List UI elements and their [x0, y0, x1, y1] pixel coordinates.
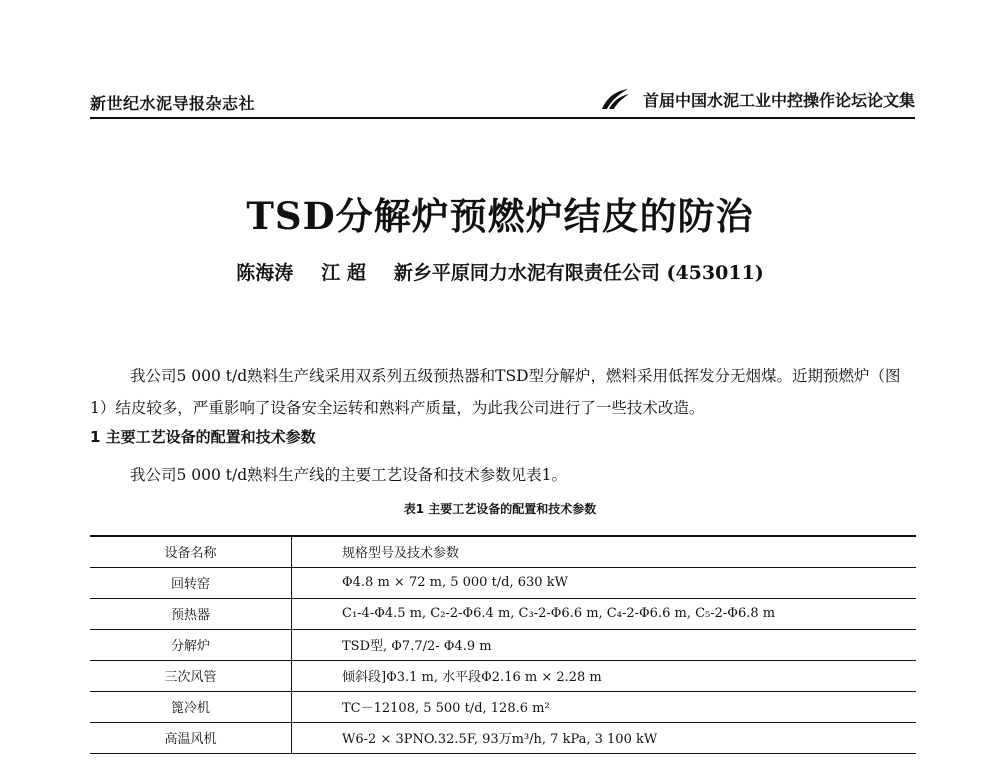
equipment-name-cell: 高温风机	[90, 722, 292, 753]
author-name: 陈海涛	[236, 262, 294, 284]
article-title: TSD分解炉预燃炉结皮的防治	[246, 194, 754, 238]
equipment-name-cell: 分解炉	[90, 629, 292, 660]
section-heading: 1 主要工艺设备的配置和技术参数	[90, 428, 316, 446]
equipment-name-cell: 回转窑	[90, 567, 292, 598]
table-row	[90, 598, 916, 629]
equipment-name-cell: 预热器	[90, 598, 292, 629]
table-row	[90, 722, 916, 753]
table-header-row	[90, 536, 916, 567]
table-caption: 表1 主要工艺设备的配置和技术参数	[403, 502, 597, 516]
equipment-spec-cell: TC－12108, 5 500 t/d, 128.6 m²	[342, 701, 550, 716]
table-row	[90, 660, 916, 691]
publisher-name: 新世纪水泥导报杂志社	[90, 94, 256, 113]
proceedings-title: 首届中国水泥工业中控操作论坛论文集	[642, 90, 915, 110]
intro-paragraph: 我公司5 000 t/d熟料生产线采用双系列五级预热器和TSD型分解炉，燃料采用低挥发分无烟煤。近期预燃炉（图1）结皮较多，严重影响了设备安全运转和熟料产质量，为此我公司进行了一些技术改造。	[90, 367, 901, 417]
equipment-spec-cell: W6-2 × 3PNO.32.5F, 93万m³/h, 7 kPa, 3 100 kW	[342, 732, 658, 747]
table-row	[90, 567, 916, 598]
page-header	[90, 91, 915, 119]
equipment-name-cell: 篦冷机	[90, 691, 292, 722]
author-affiliation: 新乡平原同力水泥有限责任公司 (453011)	[393, 262, 764, 284]
proceedings-title-group	[599, 87, 915, 111]
equipment-spec-cell: 倾斜段]Φ3.1 m, 水平段Φ2.16 m × 2.28 m	[342, 670, 602, 685]
column-header: 规格型号及技术参数	[342, 546, 460, 562]
equipment-parameters-table	[90, 535, 916, 754]
author-name: 江 超	[321, 262, 366, 284]
swoosh-logo-icon	[599, 87, 631, 111]
equipment-spec-cell: Φ4.8 m × 72 m, 5 000 t/d, 630 kW	[342, 575, 568, 590]
table-row	[90, 629, 916, 660]
author-byline	[0, 258, 1000, 285]
column-header: 设备名称	[90, 536, 292, 567]
equipment-spec-cell: TSD型, Φ7.7/2- Φ4.9 m	[342, 639, 492, 654]
table-row	[90, 691, 916, 722]
equipment-name-cell: 三次风管	[90, 660, 292, 691]
equipment-spec-cell: C₁-4-Φ4.5 m, C₂-2-Φ6.4 m, C₃-2-Φ6.6 m, C₄-2-Φ6.6 m, C₅-2-Φ6.8 m	[342, 606, 776, 621]
section-paragraph: 我公司5 000 t/d熟料生产线的主要工艺设备和技术参数见表1。	[130, 466, 568, 484]
